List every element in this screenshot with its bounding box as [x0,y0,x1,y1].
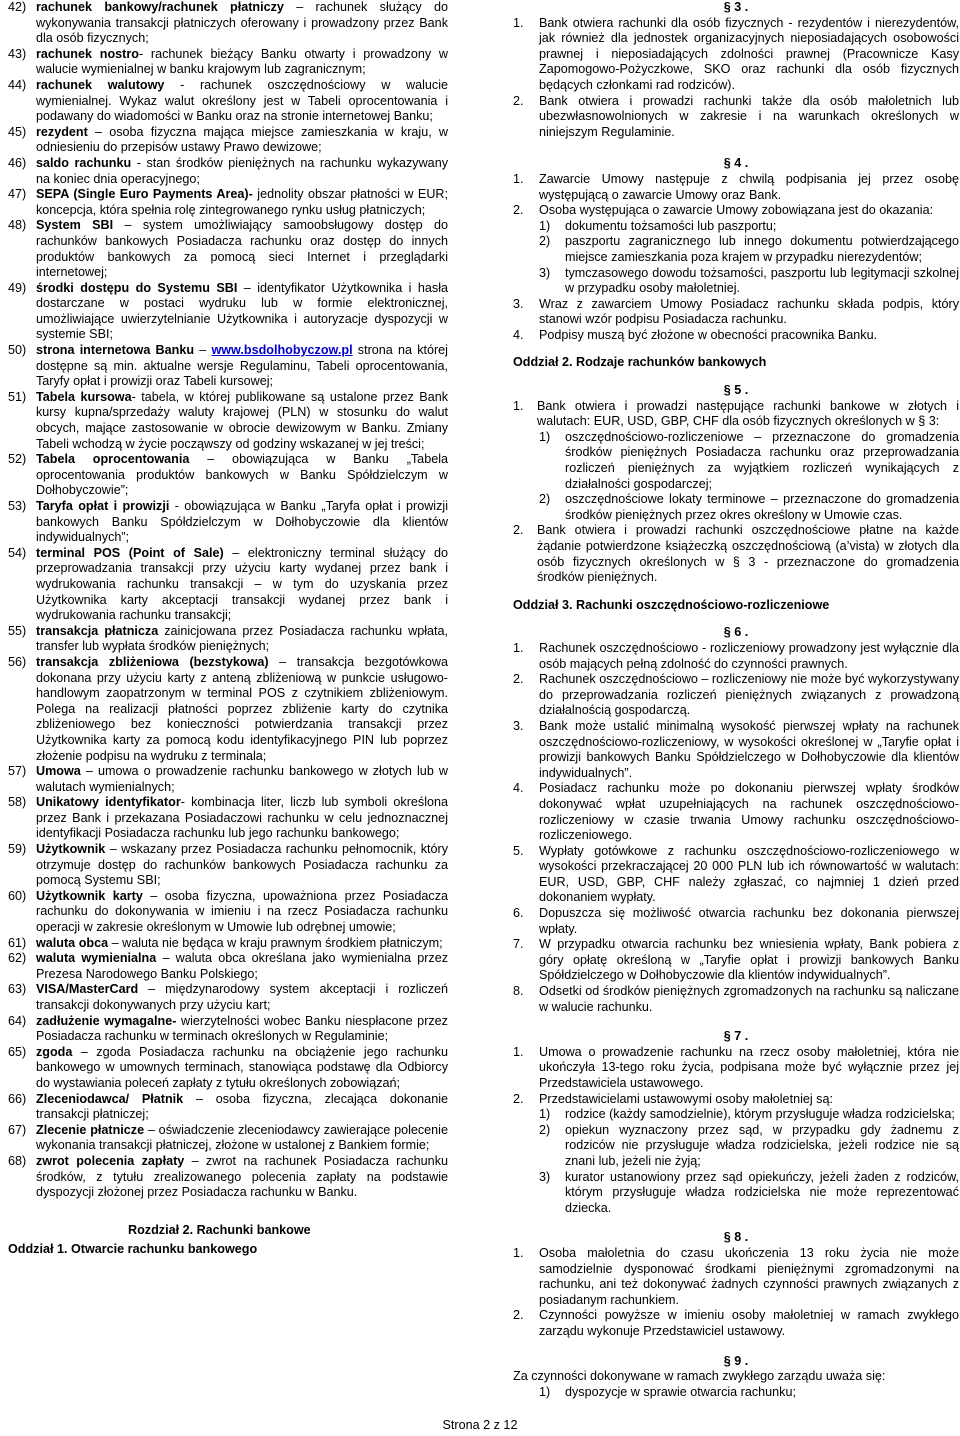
definition-body [36,624,448,655]
definition-number: 50) [8,343,27,358]
definition-term: rezydent [36,124,88,139]
definition-number: 58) [8,795,27,810]
definition-number: 64) [8,1013,27,1028]
definition-item [8,764,448,795]
paragraph-text: Podpisy muszą być złożone w obecności pracownika Banku. [539,327,878,342]
paragraph-text: Rachunek oszczędnościowo – rozliczeniowy nie może być wykorzystywany do przeprowadzania rozliczeń pieniężnych związanych z prowadzoną działalnością gospodarczą. [539,672,959,718]
definition-term: rachunek nostro [36,46,139,61]
definition-body [36,452,448,499]
definition-body [36,343,448,390]
definition-number: 68) [8,1153,27,1168]
paragraph [513,203,959,219]
definition-text: - obowiązująca w Banku „Taryfa opłat i prowizji bankowych Banku Spółdzielczym w Dołhobyczowie dla klientów indywidualnych”; [36,499,448,545]
paragraph-text: Bank może ustalić minimalną wysokość pierwszej wpłaty na rachunek oszczędnościowo-rozliczeniowy, w wysokości określonej w „Taryfie opłat i prowizji bankowych Banku Spółdzielczego w Dołhobyczowie dla klientów indywidualnych”. [539,718,959,780]
definition-text: – wskazany przez Posiadacza rachunku pełnomocnik, który otrzymuje dostęp do rachunków bankowych Posiadacza rachunku za pomocą Systemu SBI; [36,842,448,888]
definition-term: zwrot polecenia zapłaty [36,1153,185,1168]
definition-text: – zgoda Posiadacza rachunku na obciążenie jego rachunku bankowego w umownych terminach, stanowiąca podstawę dla Odbiorcy do wystawiania poleceń zapłaty z tytułu określonych zobowiązań; [36,1044,448,1090]
definition-text: - rachunek oszczędnościowy w walucie wymienialnej. Wykaz walut określony jest w Tabeli oprocentowania i podawany do wiadomości w Banku oraz na stronie internetowej Banku; [36,77,448,124]
definition-body [36,47,448,78]
definition-number: 49) [8,280,27,295]
definition-body [36,889,448,936]
definition-term: Tabela kursowa [36,389,132,404]
definition-number: 48) [8,218,27,233]
paragraph-number: 1. [513,398,524,413]
definition-text: – międzynarodowy system akceptacji i rozliczeń transakcji dokonywanych przy użyciu kart; [36,982,448,1012]
paragraph [513,844,959,906]
paragraph-number: 2. [513,523,524,538]
paragraph-number: 4. [513,327,524,342]
paragraph-text: Odsetki od środków pieniężnych zgromadzonych na rachunku są naliczane w walucie rachunku. [539,984,959,1014]
paragraph-number: 1. [513,1044,524,1059]
paragraph-text: Dopuszcza się możliwość otwarcia rachunku bez dokonania pierwszej wpłaty. [539,906,959,936]
definition-term: VISA/MasterCard [36,982,139,997]
list-item [539,1107,959,1123]
definition-item [8,546,448,624]
list-item [539,1123,959,1170]
definition-item [8,624,448,655]
definition-item [8,842,448,889]
item-text: dyspozycje w sprawie otwarcia rachunku; [565,1384,796,1399]
paragraph-number: 1. [513,640,524,655]
item-text: oszczędnościowo-rozliczeniowe – przeznaczone do gromadzenia środków pieniężnych Posiadacza rachunku oraz przeprowadzania rozliczeń pieniężnych za wyjątkiem rozliczeń wynikających z działalności gospodarczej; [565,429,959,491]
section-heading-3: § 3 . [723,0,749,14]
paragraph [513,1045,959,1092]
definition-term: SEPA (Single Euro Payments Area)- [36,187,253,202]
definition-text: – obowiązująca w Banku „Tabela oprocentowania produktów bankowych w Banku Spółdzielczym w Dołhobyczowie”; [36,452,449,498]
definition-item [8,281,448,343]
definition-text: – oświadczenie zleceniodawcy zawierające polecenie wykonania transakcji płatniczej, złożone w ustalonej z Bankiem formie; [36,1122,448,1153]
item-number: 1) [539,1107,551,1122]
paragraph-text: W przypadku otwarcia rachunku bez wniesienia wpłaty, Bank pobiera z góry opłatę określoną w „Taryfie opłat i prowizji bankowych Banku Spółdzielczego w Dołhobyczowie dla klientów indywidualnych”. [539,937,959,983]
definition-number: 61) [8,935,27,950]
definition-body [36,655,448,764]
list-item [539,1385,959,1401]
paragraph-text: Osoba małoletnia do czasu ukończenia 13 roku życia nie może samodzielnie dysponować środkami pieniężnymi zgromadzonymi na rachunku, ani też dokonywać żadnych czynności prawnych związanych z posiadanym rachunkiem. [539,1245,959,1307]
definition-term: terminal POS (Point of Sale) [36,545,224,560]
definition-text: – waluta nie będąca w kraju prawnym środkiem płatniczym; [108,935,443,950]
definition-text: – osoba fizyczna, upoważniona przez Posiadacza rachunku do dokonywania w imieniu i na rzecz Posiadacza rachunku operacji w zakresie określonym w Umowie lub odrębnej umowie; [36,888,448,935]
definition-number: 59) [8,842,27,857]
definition-text: – umowa o prowadzenie rachunku bankowego w złotych lub w walutach wymienialnych; [36,764,448,794]
item-text: kurator ustanowiony przez sąd opiekuńczy, jeżeli żaden z rodziców, którym przysługuje władza rodzicielska nie może reprezentować dziecka. [565,1169,959,1215]
paragraph [513,94,959,141]
definition-item [8,47,448,78]
definition-term: waluta wymienialna [36,951,157,966]
definition-term: System SBI [36,218,114,233]
definition-item [8,452,448,499]
definition-item [8,390,448,452]
definition-item [8,1045,448,1092]
item-text: tymczasowego dowodu tożsamości, paszportu lub legitymacji szkolnej w przypadku osoby małoletniej. [565,265,959,296]
definition-term: strona internetowa Banku [36,343,195,358]
item-text: dokumentu tożsamości lub paszportu; [565,218,777,233]
definition-text: – system umożliwiający samoobsługowy dostęp do rachunków bankowych Posiadacza rachunku oraz dostęp do innych produktów bankowych za pomocą sieci Internet i przeglądarki internetowej; [36,218,448,280]
definition-body [36,187,448,218]
paragraph-text: Umowa o prowadzenie rachunku na rzecz osoby małoletniej, która nie ukończyła 13-tego roku życia, podpisana może być wyłącznie przez jej Przedstawiciela ustawowego. [539,1044,959,1090]
list-item [539,266,959,297]
definition-term: waluta obca [36,935,109,950]
definition-number: 63) [8,982,27,997]
definition-text: – osoba fizyczna, zlecająca dokonanie transakcji płatniczej; [36,1091,448,1122]
paragraph [513,641,959,672]
definition-term: saldo rachunku [36,155,132,170]
definition-item [8,156,448,187]
definition-text: – osoba fizyczna mająca miejsce zamieszkania w kraju, w odniesieniu do przepisów ustawy Prawo dewizowe; [36,124,448,155]
definition-body [36,390,448,452]
paragraph [513,781,959,843]
definition-body [36,1092,448,1123]
item-number: 3) [539,265,551,280]
definition-term: Unikatowy identyfikator [36,795,181,810]
section-heading-8: § 8 . [723,1230,749,1245]
definition-term: Umowa [36,764,81,779]
definition-item [8,1092,448,1123]
definition-item [8,218,448,280]
definition-body [36,1123,448,1154]
definition-number: 67) [8,1122,27,1137]
definition-number: 44) [8,77,27,92]
definition-number: 51) [8,389,27,404]
definition-term: Taryfa opłat i prowizji [36,499,170,513]
item-text: oszczędnościowe lokaty terminowe – przeznaczone do gromadzenia środków pieniężnych przez okres określony w Umowie czas. [565,492,959,522]
definition-text: – waluta obca określana jako wymienialna przez Prezesa Narodowego Banku Polskiego; [36,951,448,981]
paragraph-text: Wypłaty gotówkowe z rachunku oszczędnościowo-rozliczeniowego w wysokości przekraczającej 20 000 PLN lub ich równowartość w walutach: EUR, USD, GBP, CHF należy zgłaszać, co najmniej 1 dzień przed dokonaniem wypłaty. [539,843,959,905]
paragraph-text: Bank otwiera i prowadzi rachunki oszczędnościowe płatne na każde żądanie potwierdzone książeczką oszczędnościową (a’vista) w złotych dla osób fizycznych określonych w § 3 - przeznaczone do gromadzenia środków pieniężnych. [537,523,959,585]
definition-body [36,951,448,982]
paragraph [513,672,959,719]
paragraph-text: Bank otwiera i prowadzi następujące rachunki bankowe w złotych i walutach: EUR, USD, GBP, CHF dla osób fizycznych określonych w § 3: [537,398,959,429]
definition-term: środki dostępu do Systemu SBI [36,280,238,295]
item-list [539,1385,959,1401]
definition-item [8,936,448,952]
definition-number: 54) [8,545,27,560]
definition-body [36,499,448,546]
definition-number: 62) [8,951,27,966]
paragraph [513,719,959,781]
definition-term: zadłużenie wymagalne- [36,1013,177,1028]
definition-text: – identyfikator Użytkownika i hasła dostarczane w postaci wydruku lub w formie elektronicznej, umożliwiające uwierzytelnianie Użytkownika i autoryzacje dyspozycji w systemie SBI; [36,280,448,342]
definition-body [36,218,448,280]
definition-body [36,842,448,889]
list-item [539,430,959,492]
paragraph-number: 2. [513,672,524,687]
definition-text: – [194,343,212,358]
definition-text: – rachunek służący do wykonywania transakcji płatniczych oferowany i prowadzony przez Bank dla osób fizycznych; [36,0,448,46]
item-number: 2) [539,234,551,249]
paragraph-text: Rachunek oszczędnościowo - rozliczeniowy prowadzony jest wyłącznie dla osób mających pełną zdolność do czynności prawnych. [539,640,959,671]
paragraph-number: 4. [513,781,524,796]
definitions-list [8,0,448,1201]
paragraph [513,297,959,328]
definition-text: - rachunek bieżący Banku otwarty i prowadzony w walucie wymienialnej w banku krajowym lub zagranicznym; [36,46,449,77]
definition-item [8,125,448,156]
definition-item [8,889,448,936]
definition-item [8,343,448,390]
item-number: 2) [539,492,551,507]
definition-body [36,1154,448,1201]
definition-text: strona na której dostępne są min. aktualne wersje Regulaminu, Tabeli oprocentowania, Taryfy opłat i prowizji oraz Tabeli kursowej; [36,343,448,389]
item-list [539,219,959,297]
definition-text: - tabela, w której publikowane są ustalone przez Bank kursy kupna/sprzedaży waluty krajowej (PLN) w stosunku do walut obcych, mające zastosowanie w obrocie dewizowym w Banku. Zmiany Tabeli wchodzą w życie począwszy od godziny wskazanej w jej treści; [36,389,448,451]
paragraph-text: Za czynności dokonywane w ramach zwykłego zarządu uważa się: [513,1369,886,1384]
section-heading-4: § 4 . [723,156,749,171]
paragraph [513,906,959,937]
definition-item [8,1123,448,1154]
definition-text: - stan środków pieniężnych na rachunku wykazywany na koniec dnia operacyjnego; [36,155,448,186]
definition-body [36,795,448,842]
paragraph-number: 2. [513,203,524,218]
division-heading-2: Oddział 2. Rodzaje rachunków bankowych [513,355,767,370]
definition-number: 53) [8,499,27,513]
definition-item [8,1154,448,1201]
definition-text: zainicjowana przez Posiadacza rachunku wpłata, transfer lub wypłata środków pieniężnych; [36,623,449,654]
definition-item [8,795,448,842]
item-number: 2) [539,1122,551,1137]
definition-body [36,1014,448,1045]
division-heading-3: Oddział 3. Rachunki oszczędnościowo-rozliczeniowe [513,597,830,612]
definition-term: Użytkownik karty [36,888,143,903]
definition-item [8,499,448,546]
definition-text: – zwrot na rachunek Posiadacza rachunku środków, z tytułu zrealizowanego polecenia zapłaty na podstawie dyspozycji złożonej przez Posiadacza rachunku w Banku. [36,1153,448,1200]
list-item [539,219,959,235]
definition-number: 52) [8,452,27,467]
definition-body [36,764,448,795]
definition-term: transakcja zbliżeniowa (bezstykowa) [36,654,269,669]
left-column [8,0,448,1258]
section-heading-7: § 7 . [723,1029,749,1044]
item-number: 3) [539,1169,551,1184]
paragraph [513,399,959,430]
paragraph-number: 3. [513,296,524,311]
definition-number: 45) [8,124,27,139]
item-number: 1) [539,218,551,233]
definition-number: 56) [8,654,27,669]
paragraph [513,1246,959,1308]
paragraph [513,937,959,984]
definition-text: – elektroniczny terminal służący do przeprowadzania transakcji przy użyciu karty wydanej przez bank i wydrukowania rachunku transakcji – w tym do uzyskania przez Użytkownika karty akceptacji transakcji wydanej przez bank i wydrukowania rachunku transakcji; [36,545,448,623]
paragraph-number: 2. [513,1308,524,1323]
section-heading-9: § 9 . [723,1353,749,1368]
paragraph-number: 2. [513,93,524,108]
definition-term: rachunek walutowy [36,77,165,92]
item-number: 1) [539,1384,551,1399]
paragraph-number: 3. [513,718,524,733]
definition-item [8,982,448,1013]
paragraph-number: 1. [513,171,524,186]
item-list [539,430,959,524]
definition-number: 57) [8,764,27,779]
definition-body [36,982,448,1013]
definition-item [8,951,448,982]
definition-number: 43) [8,46,27,61]
section-6-paragraphs [513,641,959,1015]
paragraph-number: 1. [513,15,524,30]
page-number: Strona 2 z 12 [442,1418,518,1432]
definition-item [8,1014,448,1045]
definition-item [8,187,448,218]
item-number: 1) [539,429,551,444]
definition-body [36,156,448,187]
paragraph-text: Bank otwiera rachunki dla osób fizycznych - rezydentów i nierezydentów, jak również dla jednostek organizacyjnych nieposiadających osobowości prawnej i nieposiadających zdolności prawnej (Pracownicze Kasy Zapomogowo-Pożyczkowe, SKO oraz rachunki dla osób fizycznych będących członkami rad rodziców). [539,15,959,92]
definition-body [36,1045,448,1092]
definition-term: rachunek bankowy/rachunek płatniczy [36,0,284,14]
definition-number: 55) [8,623,27,638]
definition-text: wierzytelności wobec Banku niespłacone przez Posiadacza rachunku w terminach określonych w Regulaminie; [36,1013,448,1044]
definition-number: 60) [8,888,27,903]
definition-number: 66) [8,1091,27,1106]
paragraph [513,172,959,203]
section-heading-6: § 6 . [723,625,749,640]
paragraph [513,1308,959,1339]
definition-number: 42) [8,0,27,14]
paragraph-text: Wraz z zawarciem Umowy Posiadacz rachunku składa podpis, który stanowi wzór podpisu Posiadacza rachunku. [539,296,959,327]
paragraph [513,984,959,1015]
list-item [539,1170,959,1217]
definition-body [36,0,448,47]
paragraph-number: 5. [513,843,524,858]
definition-body [36,281,448,343]
section-heading-5: § 5 . [723,383,749,398]
paragraph-text: Czynności powyższe w imieniu osoby małoletniej w ramach zwykłego zarządu wykonuje Przedstawiciel ustawowy. [539,1308,959,1338]
list-item [539,234,959,265]
paragraph-number: 2. [513,1091,524,1106]
definition-text: jednolity obszar płatności w EUR; koncepcja, która spełnia rolę zintegrowanego rynku usług płatniczych; [36,187,449,217]
definition-term: transakcja płatnicza [36,623,159,638]
definition-term: Użytkownik [36,842,106,857]
item-text: paszportu zagranicznego lub innego dokumentu potwierdzającego miejsce zamieszkania poza krajem w przypadku nierezydentów; [565,234,959,264]
paragraph-number: 8. [513,984,524,999]
definition-text: - kombinacja liter, liczb lub symboli określona przez Bank i przekazana Posiadaczowi rachunku w celu jednoznacznej identyfikacji Posiadacza rachunku lub jego rachunku bankowego; [36,795,449,841]
list-item [539,492,959,523]
definition-number: 65) [8,1044,27,1059]
definition-body [36,125,448,156]
paragraph [513,16,959,94]
definition-item [8,0,448,47]
item-text: opiekun wyznaczony przez sąd, w przypadku gdy żadnemu z rodziców nie przysługuje władza rodzicielska, jeżeli rodzice nie są znani lub, jeżeli nie żyją; [565,1122,959,1168]
definition-body [36,78,448,125]
definition-term: Zlecenie płatnicze [36,1122,145,1137]
definition-text: – transakcja bezgotówkowa dokonana przy użyciu karty z anteną zbliżeniową w punkcie usługowo-handlowym zaopatrzonym w terminal POS z czytnikiem zbliżeniowym. Polega na realizacji płatności poprzez zbliżenie karty do czytnika zbliżeniowego bez konieczności potwierdzania transakcji przez Użytkownika karty za pomocą kodu identyfikacyjnego PIN lub poprzez złożenie podpisu na wydruku z terminala; [36,654,448,763]
paragraph-number: 1. [513,1245,524,1260]
chapter-heading: Rozdział 2. Rachunki bankowe [128,1222,311,1237]
paragraph-number: 6. [513,906,524,921]
paragraph-text: Przedstawicielami ustawowymi osoby małoletniej są: [539,1091,833,1106]
item-text: rodzice (każdy samodzielnie), którym przysługuje władza rodzicielska; [565,1107,955,1122]
definition-item [8,78,448,125]
right-column [513,0,959,1400]
paragraph [513,1092,959,1108]
paragraph [513,328,959,344]
paragraph-text: Posiadacz rachunku może po dokonaniu pierwszej wpłaty środków dokonywać wpłat uzupełniających na rachunek oszczędnościowo-rozliczeniowy w czasie trwania Umowy rachunku oszczędnościowo-rozliczeniowego. [539,781,959,843]
definition-body [36,936,448,952]
paragraph [513,523,959,585]
definition-term: Tabela oprocentowania [36,452,190,467]
definition-item [8,655,448,764]
paragraph-number: 7. [513,937,524,952]
definition-body [36,546,448,624]
paragraph-text: Bank otwiera i prowadzi rachunki także dla osób małoletnich lub ubezwłasnowolnionych w zakresie i na warunkach określonych w niniejszym Regulaminie. [539,93,959,139]
item-list [539,1107,959,1216]
website-link[interactable]: www.bsdolhobyczow.pl [211,343,353,358]
definition-number: 47) [8,187,27,202]
paragraph-text: Zawarcie Umowy następuje z chwilą podpisania jej przez osobę występującą o zawarcie Umowy oraz Bank. [539,171,959,202]
division-heading: Oddział 1. Otwarcie rachunku bankowego [8,1242,258,1257]
definition-term: zgoda [36,1044,73,1059]
definition-number: 46) [8,155,27,170]
definition-term: Zleceniodawca/ Płatnik [36,1091,184,1106]
paragraph-text: Osoba występująca o zawarcie Umowy zobowiązana jest do okazania: [539,203,934,218]
